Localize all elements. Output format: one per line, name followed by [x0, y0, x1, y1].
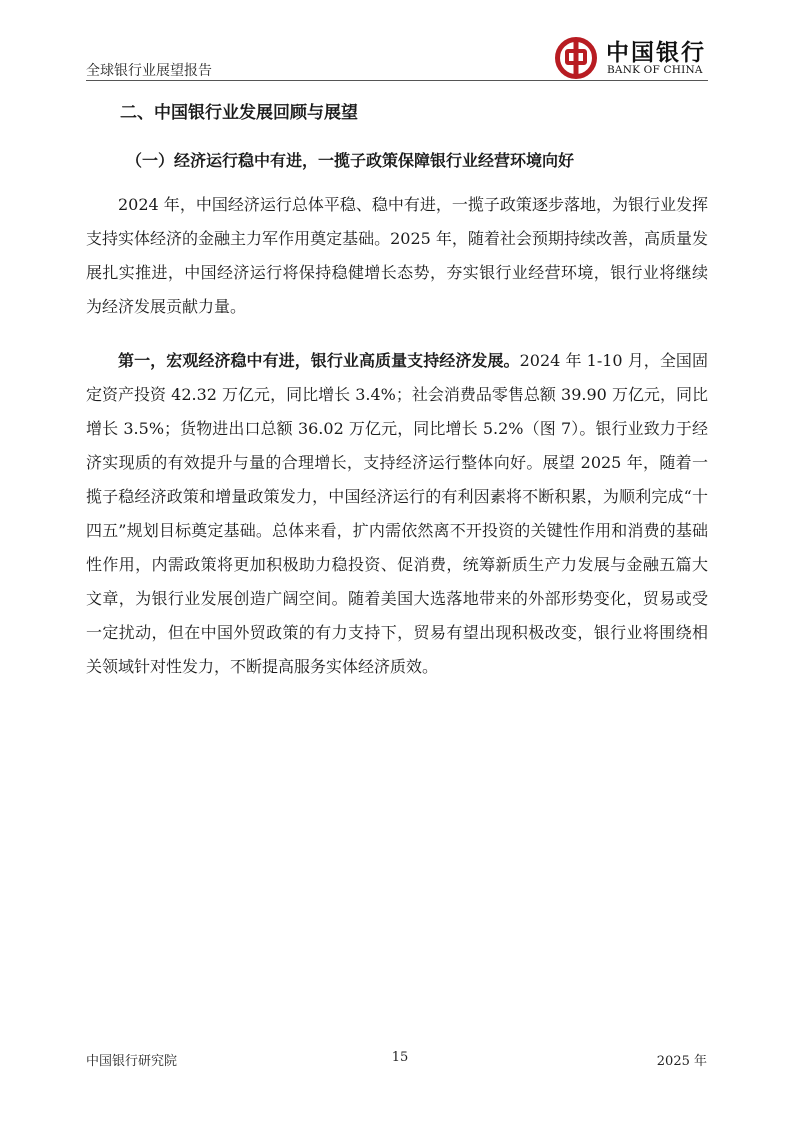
bank-of-china-logo-icon [554, 36, 598, 80]
header-divider [86, 80, 708, 81]
paragraph-2-text: 2024 年 1-10 月，全国固定资产投资 42.32 万亿元，同比增长 3.4%；社会消费品零售总额 39.90 万亿元，同比增长 3.5%；货物进出口总额 36.02 万亿元，同比增长 5.2%（图 7）。银行业致力于经济实现质的有效提升与量的合理增长，支持经济运行整体向好。展望 2025 年，随着一揽子稳经济政策和增量政策发力，中国经济运行的有利因素将不断积累，为顺利完成“十四五”规划目标奠定基础。总体来看，扩内需依然离不开投资的关键性作用和消费的基础性作用，内需政策将更加积极助力稳投资、促消费，统筹新质生产力发展与金融五篇大文章，为银行业发展创造广阔空间。随着美国大选落地带来的外部形势变化，贸易或受一定扰动，但在中国外贸政策的有力支持下，贸易有望出现积极改变，银行业将围绕相关领域针对性发力，不断提高服务实体经济质效。 [86, 351, 708, 676]
paragraph-1-text: 2024 年，中国经济运行总体平稳、稳中有进，一揽子政策逐步落地，为银行业发挥支持实体经济的金融主力军作用奠定基础。2025 年，随着社会预期持续改善，高质量发展扎实推进，中国经济运行将保持稳健增长态势，夯实银行业经营环境，银行业将继续为经济发展贡献力量。 [86, 195, 708, 316]
report-title: 全球银行业展望报告 [86, 63, 212, 79]
paragraph-1 [86, 188, 708, 324]
paragraph-2 [86, 344, 708, 684]
sub-heading: （一）经济运行稳中有进，一揽子政策保障银行业经营环境向好 [126, 151, 575, 170]
section-heading: 二、中国银行业发展回顾与展望 [120, 103, 358, 123]
bank-logo [554, 34, 714, 80]
logo-chinese-name: 中国银行 [606, 39, 706, 66]
footer-year: 2025 年 [656, 1054, 707, 1069]
paragraph-2-lead: 第一，宏观经济稳中有进，银行业高质量支持经济发展。 [118, 351, 520, 370]
footer-institution: 中国银行研究院 [86, 1054, 178, 1069]
logo-english-name: BANK OF CHINA [607, 64, 703, 76]
page-number: 15 [391, 1050, 409, 1065]
